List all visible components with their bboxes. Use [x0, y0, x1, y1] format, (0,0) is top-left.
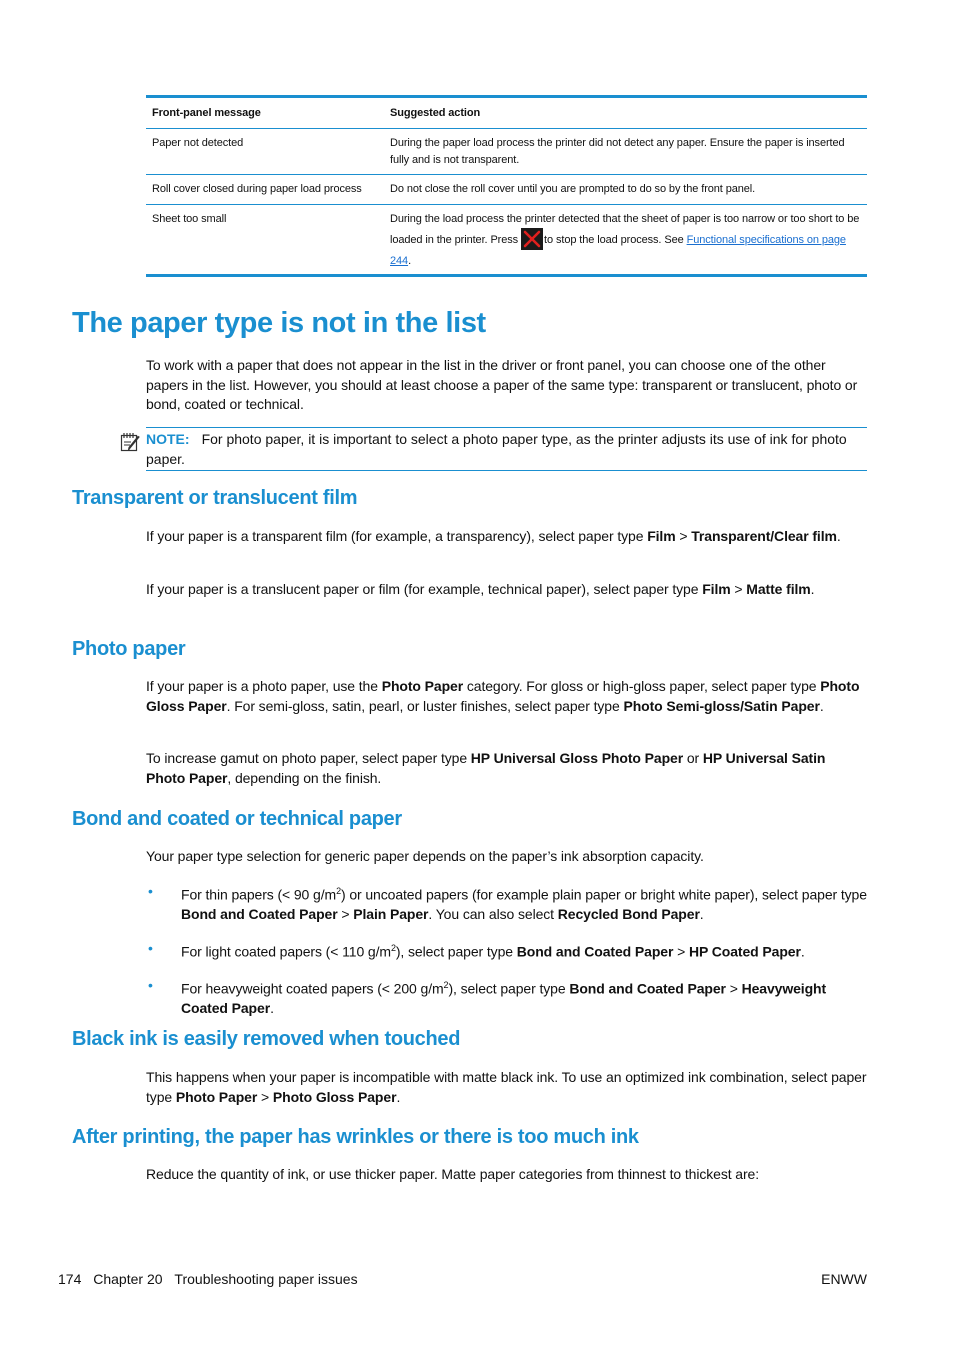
- table-row: [146, 205, 867, 274]
- bullet-icon: •: [148, 939, 153, 956]
- paragraph: This happens when your paper is incompatible with matte black ink. To use an optimized ink combination, select paper type Photo Paper > Photo Gloss Paper.: [146, 1069, 867, 1105]
- paragraph: If your paper is a transparent film (for example, a transparency), select paper type Film > Transparent/Clear film.: [146, 528, 841, 544]
- list-item: • For heavyweight coated papers (< 200 $g/m^2$), select paper type Bond and Coated Paper > Heavyweight Coated Paper.: [148, 976, 827, 1016]
- note-label: NOTE:: [146, 431, 190, 447]
- functional-specifications-link[interactable]: Functional specifications on page 244: [390, 233, 846, 267]
- table-cell-action: Do not close the roll cover until you are prompted to do so by the front panel.: [390, 183, 756, 195]
- list-item: • For thin papers (< 90 $g/m^2$) or uncoated papers (for example plain paper or bright white paper), select paper type Bond and Coated Paper > Plain Paper. You can also select Recycled Bond Paper.: [148, 883, 867, 923]
- table-cell-message: Sheet too small: [152, 213, 227, 225]
- front-panel-message-table: [146, 95, 867, 277]
- table-row: [146, 129, 867, 175]
- bond-bullet-list: [146, 882, 868, 1018]
- paragraph: To increase gamut on photo paper, select paper type HP Universal Gloss Photo Paper or HP Universal Satin Photo Paper, depending on the finish.: [146, 750, 826, 786]
- paragraph: If your paper is a translucent paper or film (for example, technical paper), select paper type Film > Matte film.: [146, 581, 815, 597]
- footer-locale: ENWW: [821, 1271, 867, 1287]
- intro-paragraph: To work with a paper that does not appear in the list in the driver or front panel, you can choose one of the other papers in the list. However, you should at least choose a paper of the same type: transparent or translucent, photo or bond, coated or technical.: [146, 357, 858, 412]
- paragraph: Reduce the quantity of ink, or use thicker paper. Matte paper categories from thinnest to thickest are:: [146, 1166, 760, 1182]
- table-cell-message: Roll cover closed during paper load process: [152, 183, 362, 195]
- section-heading-bond: Bond and coated or technical paper: [72, 808, 402, 830]
- bullet-icon: •: [148, 976, 153, 993]
- section-heading-black-ink: Black ink is easily removed when touched: [72, 1028, 461, 1050]
- chapter-number: Chapter 20: [93, 1271, 163, 1287]
- page-title: The paper type is not in the list: [72, 307, 486, 339]
- table-header-message: Front-panel message: [152, 106, 261, 119]
- list-item: • For light coated papers (< 110 $g/m^2$), select paper type Bond and Coated Paper > HP Coated Paper.: [148, 939, 805, 960]
- note-box: [146, 427, 867, 471]
- table-cell-action: [390, 209, 867, 274]
- table-cell-action: During the paper load process the printer did not detect any paper. Ensure the paper is inserted fully and is not transparent.: [390, 137, 845, 166]
- paragraph: If your paper is a photo paper, use the Photo Paper category. For gloss or high-gloss paper, select paper type Photo Gloss Paper. For semi-gloss, satin, pearl, or luster finishes, select paper type Photo Semi-gloss/Satin Paper.: [146, 678, 860, 714]
- paragraph: Your paper type selection for generic paper depends on the paper’s ink absorption capacity.: [146, 848, 704, 864]
- note-text: For photo paper, it is important to select a photo paper type, as the printer adjusts its use of ink for photo paper.: [146, 431, 847, 467]
- cancel-x-icon: [521, 228, 543, 250]
- page-footer: [58, 1271, 358, 1287]
- page-number: 174: [58, 1271, 82, 1287]
- table-row: [146, 175, 867, 205]
- section-heading-transparent: Transparent or translucent film: [72, 487, 358, 509]
- bullet-icon: •: [148, 883, 153, 899]
- table-header-row: [146, 98, 867, 129]
- note-pad-icon: [119, 431, 141, 453]
- action-text: During the load process the printer detected that the sheet of paper is too narrow or too short to be loaded in the printer. Press: [390, 213, 860, 246]
- action-text: to stop the load process. See: [544, 233, 684, 246]
- section-heading-wrinkles: After printing, the paper has wrinkles or there is too much ink: [72, 1126, 639, 1148]
- section-heading-photo: Photo paper: [72, 638, 186, 660]
- action-text: .: [408, 255, 412, 267]
- table-header-action: Suggested action: [390, 106, 481, 119]
- chapter-title: Troubleshooting paper issues: [174, 1271, 358, 1287]
- table-cell-message: Paper not detected: [152, 137, 244, 149]
